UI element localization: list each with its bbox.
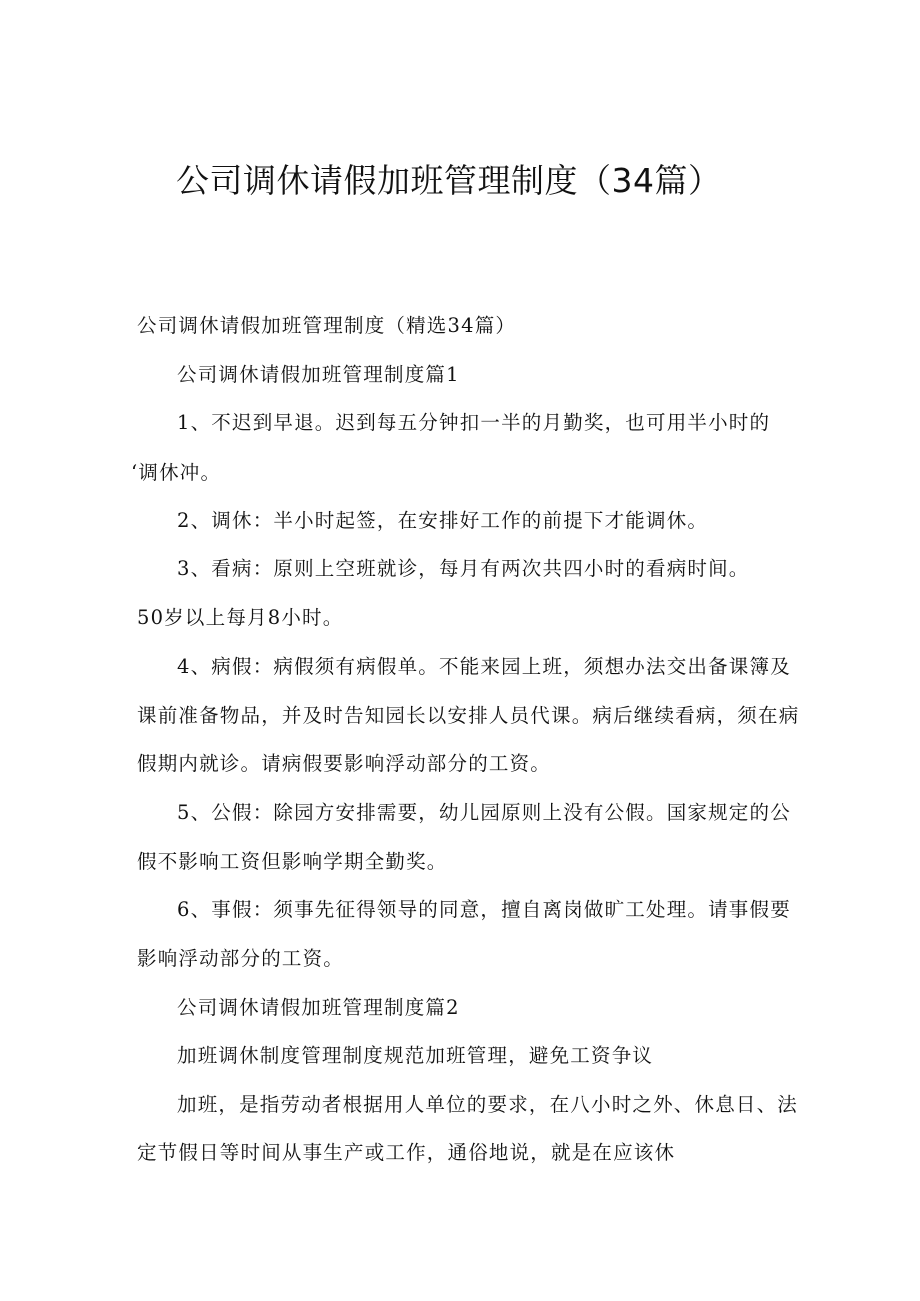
paragraph-line: ‘调休冲。 bbox=[131, 461, 222, 484]
document-subtitle: 公司调休请假加班管理制度（精选34篇） bbox=[137, 314, 517, 337]
paragraph-line: 2、调休：半小时起签，在安排好工作的前提下才能调休。 bbox=[177, 509, 709, 532]
document-title: 公司调休请假加班管理制度（34篇） bbox=[176, 161, 722, 200]
paragraph-line: 4、病假：病假须有病假单。不能来园上班，须想办法交出备课簿及 bbox=[177, 655, 791, 678]
paragraph-line: 课前准备物品，并及时告知园长以安排人员代课。病后继续看病，须在病 bbox=[137, 704, 800, 727]
paragraph-line: 定节假日等时间从事生产或工作，通俗地说，就是在应该休 bbox=[137, 1141, 676, 1164]
paragraph-line: 6、事假：须事先征得领导的同意，擅自离岗做旷工处理。请事假要 bbox=[177, 898, 791, 921]
section-heading: 公司调休请假加班管理制度篇2 bbox=[177, 996, 460, 1019]
paragraph-line: 加班，是指劳动者根据用人单位的要求，在八小时之外、休息日、法 bbox=[177, 1093, 799, 1116]
paragraph-line: 5、公假：除园方安排需要，幼儿园原则上没有公假。国家规定的公 bbox=[177, 801, 791, 824]
paragraph-line: 1、不迟到早退。迟到每五分钟扣一半的月勤奖，也可用半小时的 bbox=[177, 411, 771, 434]
paragraph-line: 假期内就诊。请病假要影响浮动部分的工资。 bbox=[137, 752, 552, 775]
paragraph-line: 3、看病：原则上空班就诊，每月有两次共四小时的看病时间。 bbox=[177, 557, 750, 580]
paragraph-line: 假不影响工资但影响学期全勤奖。 bbox=[137, 850, 448, 873]
paragraph-line: 影响浮动部分的工资。 bbox=[137, 947, 345, 970]
section-heading: 公司调休请假加班管理制度篇1 bbox=[177, 363, 460, 386]
paragraph-line: 加班调休制度管理制度规范加班管理，避免工资争议 bbox=[177, 1044, 654, 1067]
paragraph-line: 50岁以上每月8小时。 bbox=[137, 606, 344, 629]
